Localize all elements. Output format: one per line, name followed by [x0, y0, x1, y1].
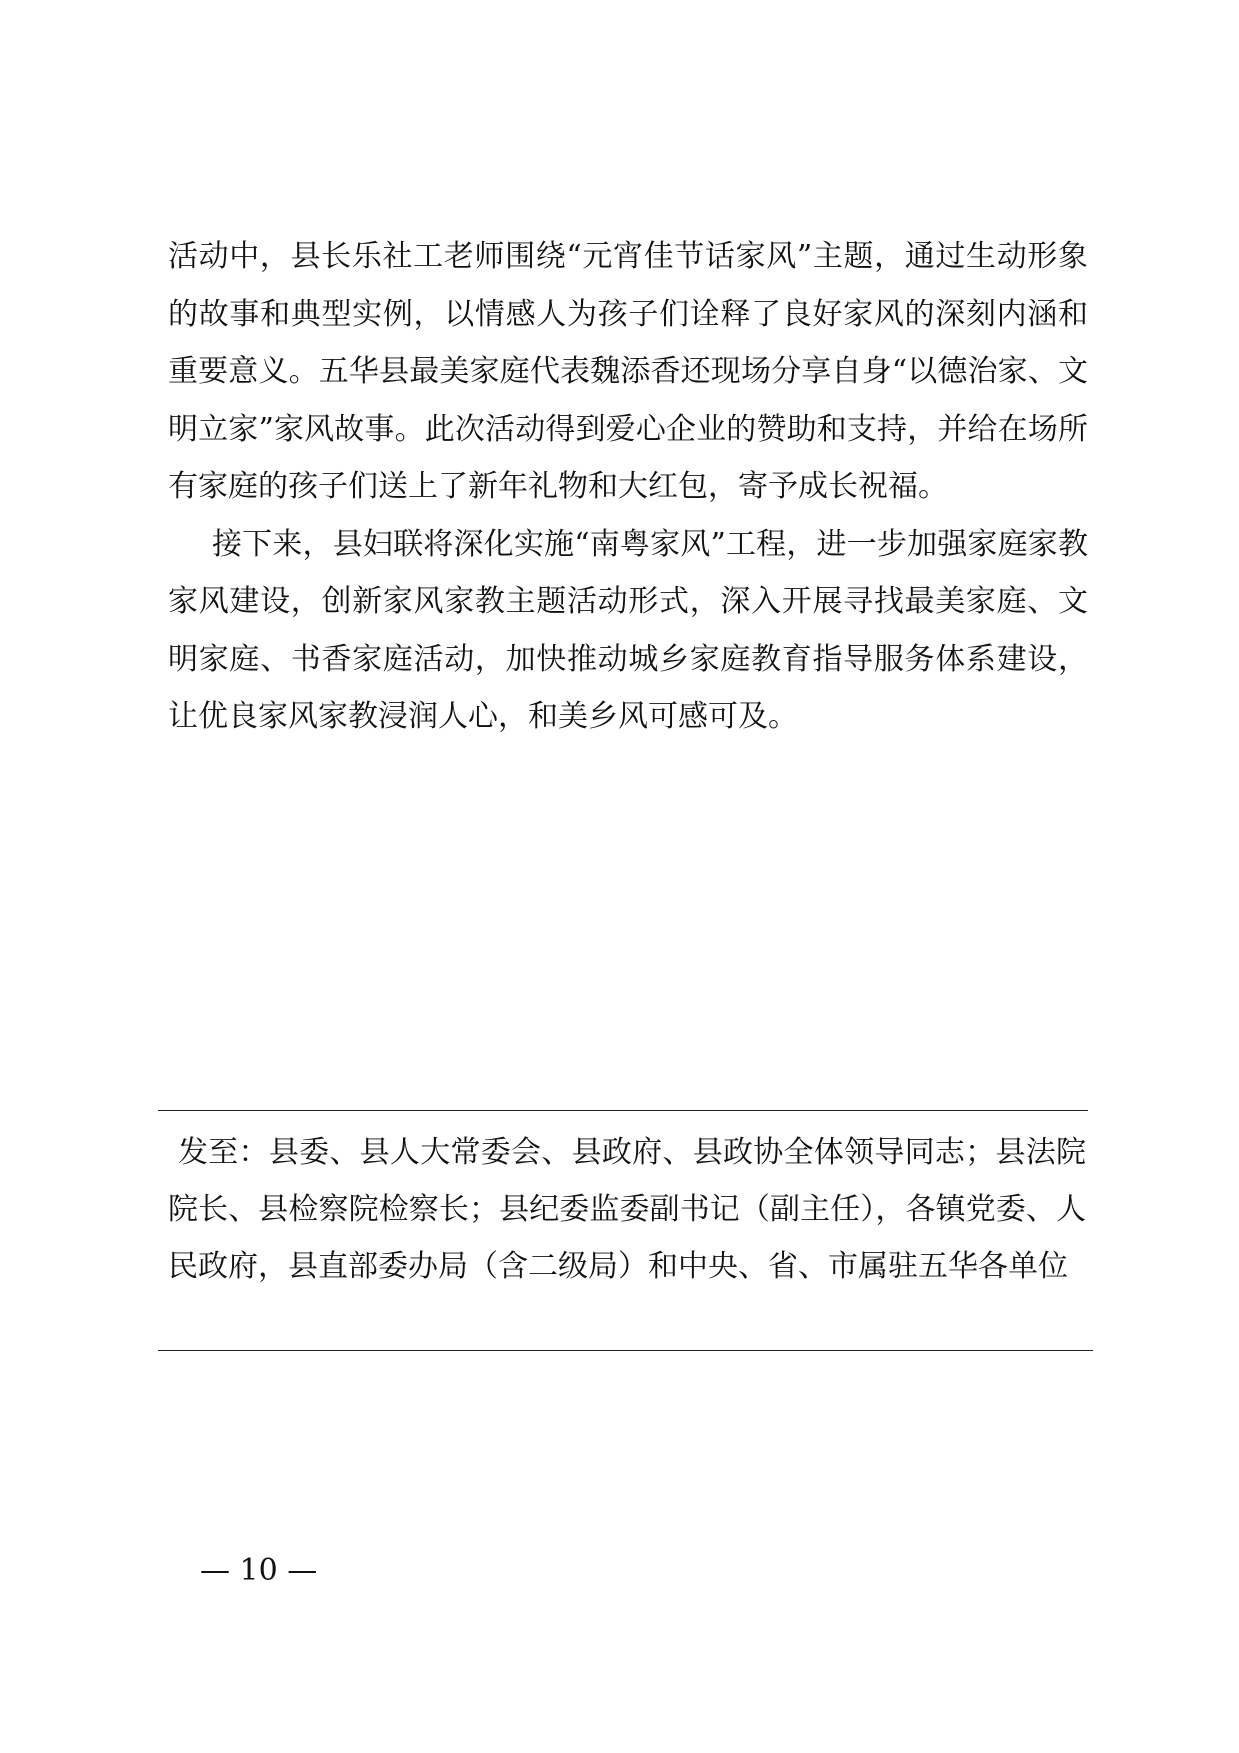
distribution-text: [168, 1124, 1086, 1295]
bottom-rule: [158, 1350, 1093, 1351]
top-rule: [158, 1110, 1088, 1111]
distribution-recipients: 县委、县人大常委会、县政府、县政协全体领导同志；县法院院长、县检察院检察长；县纪委监委副书记（副主任），各镇党委、人民政府，县直部委办局（含二级局）和中央、省、市属驻五华各单位: [168, 1135, 1086, 1284]
distribution-block: [158, 1110, 1088, 1350]
distribution-label: 发至：: [178, 1135, 269, 1170]
page-number: — 10 —: [200, 1553, 318, 1588]
body-paragraph: 接下来，县妇联将深化实施“南粤家风”工程，进一步加强家庭家教家风建设，创新家风家教主题活动形式，深入开展寻找最美家庭、文明家庭、书香家庭活动，加快推动城乡家庭教育指导服务体系建设，让优良家风家教浸润人心，和美乡风可感可及。: [168, 526, 1088, 734]
body-paragraph: 活动中，县长乐社工老师围绕“元宵佳节话家风”主题，通过生动形象的故事和典型实例，以情感人为孩子们诠释了良好家风的深刻内涵和重要意义。五华县最美家庭代表魏添香还现场分享自身“以德治家、文明立家”家风故事。此次活动得到爱心企业的赞助和支持，并给在场所有家庭的孩子们送上了新年礼物和大红包，寄予成长祝福。: [168, 239, 1088, 504]
document-body: [168, 228, 1088, 746]
